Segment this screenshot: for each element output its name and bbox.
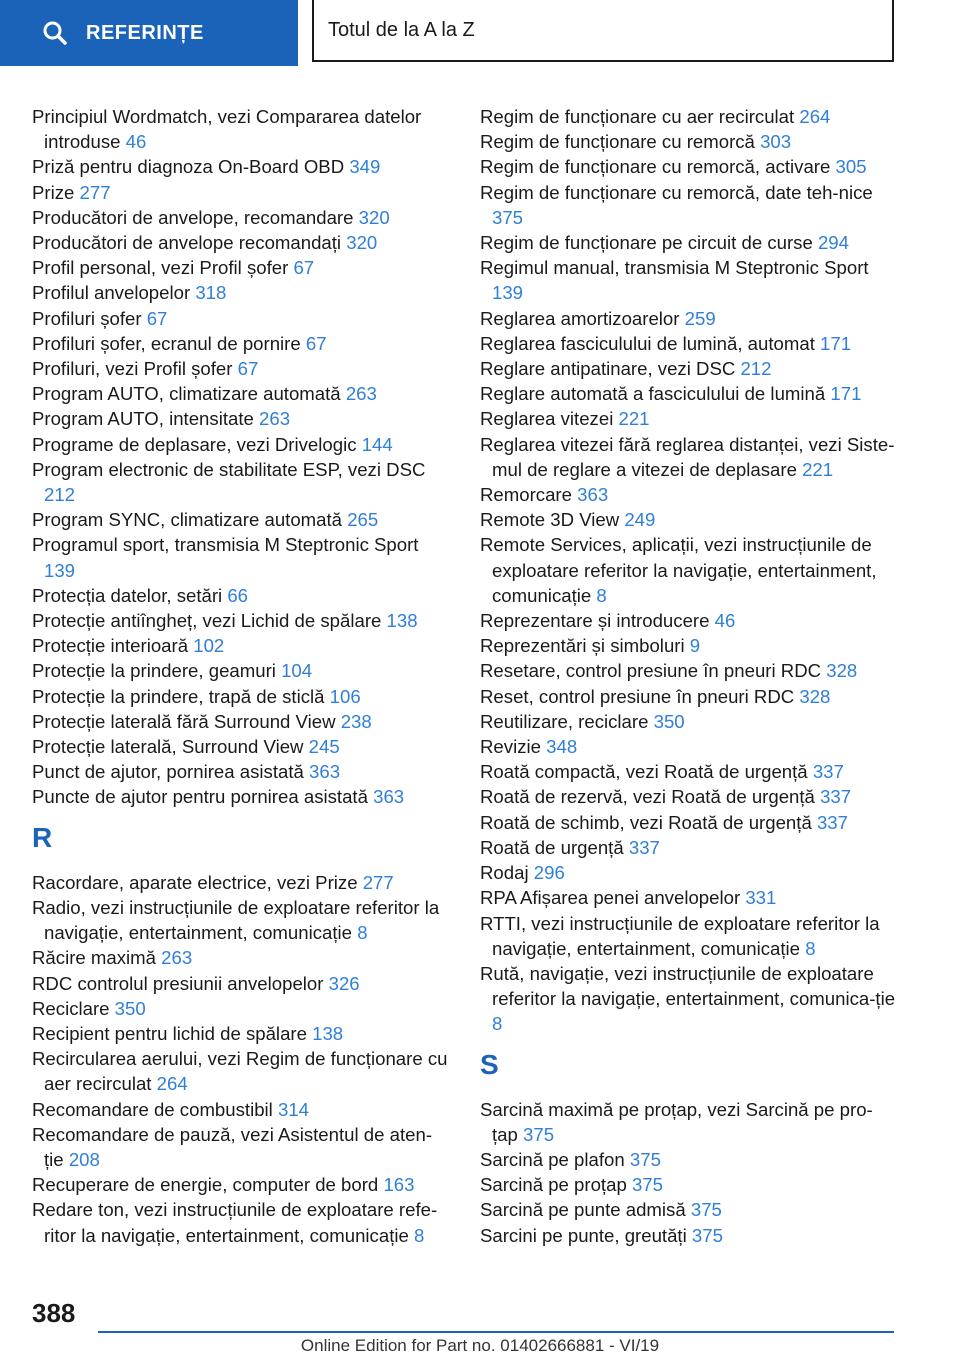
index-entry: [32, 971, 450, 996]
index-entry: [32, 583, 450, 608]
page-link[interactable]: 104: [281, 660, 313, 682]
page-link[interactable]: 305: [835, 156, 867, 178]
page-number: 388: [32, 1298, 76, 1328]
index-entry-text: Programul sport, transmisia M Steptronic Sport: [32, 534, 419, 556]
index-entry-text: RTTI, vezi instrucțiunile de exploatare referitor la navigație, entertainment, comunicație: [480, 912, 880, 959]
index-entry-text: Producători de anvelope recomandați: [32, 232, 342, 254]
index-entry: [480, 255, 898, 305]
index-entry: [480, 180, 898, 230]
index-entry-text: Protecție interioară: [32, 635, 189, 657]
index-entry: [32, 784, 450, 809]
page-link[interactable]: 337: [820, 786, 852, 808]
index-entry-text: Regim de funcționare cu remorcă: [480, 131, 755, 153]
page-link[interactable]: 171: [830, 383, 862, 405]
page-link[interactable]: 8: [805, 937, 816, 959]
index-entry-text: Protecție laterală, Surround View: [32, 736, 304, 758]
page-link[interactable]: 67: [305, 332, 327, 354]
index-entry-text: Sarcini pe punte, greutăți: [480, 1224, 687, 1246]
index-entry-text: RDC controlul presiunii anvelopelor: [32, 972, 324, 994]
index-entry-text: Reglare automată a fasciculului de lumină: [480, 383, 826, 405]
index-entry: [480, 1197, 898, 1222]
index-entry: [32, 180, 450, 205]
index-entry-text: Punct de ajutor, pornirea asistată: [32, 761, 304, 783]
page-link[interactable]: 259: [684, 307, 716, 329]
index-entry-text: Remote 3D View: [480, 509, 620, 531]
index-entry: [480, 532, 898, 608]
index-entry: [480, 860, 898, 885]
index-entry-text: Program SYNC, climatizare automată: [32, 509, 343, 531]
index-entry: [32, 1197, 450, 1247]
index-entry-text: Reprezentări și simboluri: [480, 635, 685, 657]
index-entry-text: Principiul Wordmatch, vezi Compararea datelor introduse: [32, 106, 422, 153]
index-entry: [32, 406, 450, 431]
tab-totul-de-la-a-la-z[interactable]: [312, 0, 894, 62]
index-entry: [480, 432, 898, 482]
page-link[interactable]: 375: [691, 1224, 723, 1246]
index-entry: [32, 684, 450, 709]
index-entry: [480, 911, 898, 961]
index-entry: [32, 633, 450, 658]
index-entry-text: Reglare antipatinare, vezi DSC: [480, 358, 736, 380]
index-entry: [32, 331, 450, 356]
index-entry: [32, 457, 450, 507]
section-letter: R: [32, 821, 53, 853]
index-entry: [480, 835, 898, 860]
page-link[interactable]: 320: [346, 232, 378, 254]
index-entry-text: Reglarea vitezei fără reglarea distanței, vezi Siste-mul de reglare a vitezei de deplasare: [480, 433, 895, 480]
page-link[interactable]: 8: [414, 1224, 425, 1246]
tab-totul-label: Totul de la A la Z: [328, 18, 475, 41]
index-entry-text: RPA Afișarea penei anvelopelor: [480, 887, 741, 909]
page-link[interactable]: 263: [161, 947, 193, 969]
page-link[interactable]: 375: [629, 1148, 661, 1170]
index-entry: [32, 759, 450, 784]
page-link[interactable]: 375: [492, 206, 524, 228]
page-link[interactable]: 212: [740, 358, 772, 380]
page-link[interactable]: 331: [745, 887, 777, 909]
page-link[interactable]: 263: [259, 408, 291, 430]
page-link[interactable]: 328: [799, 685, 831, 707]
page-link[interactable]: 350: [653, 710, 685, 732]
index-entry: [480, 306, 898, 331]
index-entry: [32, 104, 450, 154]
index-entry-text: Redare ton, vezi instrucțiunile de exploatare refe-ritor la navigație, entertainment, comunicație: [32, 1199, 438, 1246]
page-link[interactable]: 375: [523, 1123, 555, 1145]
index-entry-text: Rută, navigație, vezi instrucțiunile de exploatare referitor la navigație, entertainment, comunica-ție: [480, 962, 896, 1010]
index-entry-text: Recomandare de combustibil: [32, 1098, 273, 1120]
index-entry-text: Remote Services, aplicații, vezi instrucțiunile de exploatare referitor la navigație, entertainment, comunicație: [480, 534, 877, 606]
page-link[interactable]: 46: [125, 131, 147, 153]
index-column-left: [32, 104, 450, 1248]
page-link[interactable]: 46: [714, 610, 736, 632]
page-link[interactable]: 303: [760, 131, 792, 153]
page-link[interactable]: 375: [631, 1174, 663, 1196]
page-link[interactable]: 277: [362, 871, 394, 893]
index-entry-text: Recircularea aerului, vezi Regim de funcționare cu aer recirculat: [32, 1048, 448, 1095]
footer-divider: [98, 1331, 894, 1333]
index-entry-text: Profiluri, vezi Profil șofer: [32, 358, 233, 380]
index-entry: [32, 381, 450, 406]
tab-referinte[interactable]: [0, 0, 298, 66]
index-entry-text: Profil personal, vezi Profil șofer: [32, 257, 289, 279]
section-letter: S: [480, 1048, 499, 1080]
index-entry-text: Reglarea vitezei: [480, 408, 614, 430]
index-entry: [32, 734, 450, 759]
page-link[interactable]: 265: [347, 509, 379, 531]
index-entry-text: Protecție laterală fără Surround View: [32, 710, 336, 732]
index-entry: [480, 961, 898, 1037]
page-link[interactable]: 138: [386, 610, 418, 632]
index-entry-text: Reset, control presiune în pneuri RDC: [480, 685, 795, 707]
page-link[interactable]: 66: [227, 584, 249, 606]
index-entry: [480, 1147, 898, 1172]
index-entry: [480, 810, 898, 835]
index-entry-text: Roată compactă, vezi Roată de urgență: [480, 761, 808, 783]
page-link[interactable]: 67: [146, 307, 168, 329]
page-link[interactable]: 337: [812, 761, 844, 783]
index-entry: [480, 331, 898, 356]
index-entry: [32, 1046, 450, 1096]
index-entry-text: Profiluri șofer, ecranul de pornire: [32, 332, 301, 354]
index-entry-text: Reciclare: [32, 997, 110, 1019]
index-entry: [32, 205, 450, 230]
page-link[interactable]: 106: [329, 685, 361, 707]
page-link[interactable]: 102: [193, 635, 225, 657]
index-entry-text: Profilul anvelopelor: [32, 282, 191, 304]
page-link[interactable]: 8: [596, 584, 607, 606]
index-entry: [32, 1021, 450, 1046]
page-link[interactable]: 67: [293, 257, 315, 279]
index-entry: [480, 356, 898, 381]
index-entry-text: Priză pentru diagnoza On-Board OBD: [32, 156, 345, 178]
index-entry-text: Răcire maximă: [32, 947, 156, 969]
index-entry-text: Recipient pentru lichid de spălare: [32, 1022, 307, 1044]
index-entry-text: Recomandare de pauză, vezi Asistentul de aten-ție: [32, 1123, 433, 1170]
index-entry: [480, 406, 898, 431]
index-entry-text: Roată de rezervă, vezi Roată de urgență: [480, 786, 815, 808]
index-entry-text: Revizie: [480, 736, 541, 758]
index-entry-text: Protecția datelor, setări: [32, 584, 223, 606]
index-entry-text: Regimul manual, transmisia M Steptronic Sport: [480, 257, 869, 279]
page-link[interactable]: 320: [358, 206, 390, 228]
index-entry-text: Program AUTO, intensitate: [32, 408, 254, 430]
page-link[interactable]: 8: [357, 922, 368, 944]
index-entry: [480, 104, 898, 129]
page-link[interactable]: 318: [195, 282, 227, 304]
index-entry-text: Rodaj: [480, 862, 529, 884]
page-link[interactable]: 263: [345, 383, 377, 405]
page-link[interactable]: 171: [820, 332, 852, 354]
page-link[interactable]: 264: [156, 1073, 188, 1095]
page-link[interactable]: 139: [492, 282, 524, 304]
page-link[interactable]: 139: [44, 559, 76, 581]
page-link[interactable]: 337: [628, 836, 660, 858]
tab-referinte-label: REFERINȚE: [86, 21, 204, 44]
page-link[interactable]: 264: [799, 106, 831, 127]
index-entry-text: Regim de funcționare cu remorcă, date teh-nice: [480, 181, 873, 203]
index-entry-text: Regim de funcționare cu aer recirculat: [480, 106, 795, 127]
page-link[interactable]: 349: [349, 156, 381, 178]
index-entry-text: Roată de urgență: [480, 836, 624, 858]
index-entry-text: Producători de anvelope, recomandare: [32, 206, 354, 228]
index-entry: [480, 709, 898, 734]
index-entry-text: Programe de deplasare, vezi Drivelogic: [32, 433, 357, 455]
page-link[interactable]: 8: [492, 1013, 503, 1035]
page-link[interactable]: 238: [340, 710, 372, 732]
page-link[interactable]: 249: [624, 509, 656, 531]
index-entry-text: Sarcină maximă pe proțap, vezi Sarcină pe pro-țap: [480, 1098, 873, 1145]
page-link[interactable]: 221: [618, 408, 650, 430]
index-entry: [32, 230, 450, 255]
index-entry-text: Roată de schimb, vezi Roată de urgență: [480, 811, 812, 833]
index-entry: [480, 1172, 898, 1197]
index-entry: [32, 945, 450, 970]
index-entry-text: Resetare, control presiune în pneuri RDC: [480, 660, 822, 682]
index-entry: [32, 280, 450, 305]
search-icon: [42, 20, 68, 46]
index-entry-text: Program electronic de stabilitate ESP, vezi DSC: [32, 458, 426, 480]
page-link[interactable]: 212: [44, 484, 76, 506]
index-entry: [32, 432, 450, 457]
page-link[interactable]: 163: [383, 1174, 415, 1196]
page-link[interactable]: 245: [308, 736, 340, 758]
index-entry-text: Sarcină pe plafon: [480, 1148, 625, 1170]
page-link[interactable]: 221: [802, 458, 834, 480]
index-entry: [480, 230, 898, 255]
index-entry-text: Reglarea fasciculului de lumină, automat: [480, 332, 815, 354]
index-entry-text: Sarcină pe proțap: [480, 1174, 627, 1196]
index-entry: [480, 1223, 898, 1248]
index-entry: [32, 507, 450, 532]
page-link[interactable]: 144: [361, 433, 393, 455]
index-entry: [480, 129, 898, 154]
index-entry-text: Reglarea amortizoarelor: [480, 307, 680, 329]
index-entry: [32, 895, 450, 945]
index-entry-text: Racordare, aparate electrice, vezi Prize: [32, 871, 358, 893]
index-entry-text: Radio, vezi instrucțiunile de exploatare referitor la navigație, entertainment, comunicație: [32, 896, 440, 944]
index-entry: [480, 759, 898, 784]
index-entry: [32, 1172, 450, 1197]
index-entry: [480, 684, 898, 709]
index-entry: [480, 885, 898, 910]
index-entry: [32, 154, 450, 179]
page-link[interactable]: 363: [373, 786, 405, 808]
index-entry: [32, 1122, 450, 1172]
index-entry-text: Reprezentare și introducere: [480, 610, 710, 632]
page-link[interactable]: 375: [690, 1199, 722, 1221]
index-entry: [32, 870, 450, 895]
index-entry-text: Profiluri șofer: [32, 307, 142, 329]
index-entry-text: Puncte de ajutor pentru pornirea asistată: [32, 786, 368, 808]
page-link[interactable]: 348: [546, 736, 578, 758]
index-column-right: [480, 104, 898, 1248]
index-entry: [32, 996, 450, 1021]
index-entry-text: Remorcare: [480, 484, 572, 506]
index-entry: [480, 608, 898, 633]
header: [0, 0, 960, 66]
index-entry: [480, 658, 898, 683]
index-entry: [480, 381, 898, 406]
page-link[interactable]: 328: [826, 660, 858, 682]
index-entry-text: Protecție la prindere, geamuri: [32, 660, 276, 682]
page-link[interactable]: 277: [79, 181, 111, 203]
page-link[interactable]: 350: [114, 997, 146, 1019]
index-entry: [32, 255, 450, 280]
index-entry-text: Reutilizare, reciclare: [480, 710, 649, 732]
index-entry-text: Prize: [32, 181, 75, 203]
index-entry-text: Sarcină pe punte admisă: [480, 1199, 686, 1221]
index-entry: [480, 507, 898, 532]
index-entry-text: Recuperare de energie, computer de bord: [32, 1174, 379, 1196]
page-link[interactable]: 208: [68, 1148, 100, 1170]
index-entry-text: Regim de funcționare pe circuit de curse: [480, 232, 813, 254]
index-entry: [480, 784, 898, 809]
page-link[interactable]: 294: [817, 232, 849, 254]
index-entry: [480, 633, 898, 658]
index-entry: [480, 482, 898, 507]
page-link[interactable]: 326: [328, 972, 360, 994]
index-entry-text: Program AUTO, climatizare automată: [32, 383, 341, 405]
page-link[interactable]: 337: [816, 811, 848, 833]
page-link[interactable]: 9: [689, 635, 701, 657]
index-entry: [32, 1097, 450, 1122]
index-entry: [32, 709, 450, 734]
index-entry: [32, 608, 450, 633]
index-entry: [32, 306, 450, 331]
page-link[interactable]: 67: [237, 358, 259, 380]
index-entry-text: Regim de funcționare cu remorcă, activare: [480, 156, 831, 178]
index-entry: [32, 532, 450, 582]
index-entry-text: Protecție la prindere, trapă de sticlă: [32, 685, 325, 707]
page-link[interactable]: 363: [309, 761, 341, 783]
page-link[interactable]: 296: [533, 862, 565, 884]
page-link[interactable]: 138: [312, 1022, 344, 1044]
index-entry: [480, 734, 898, 759]
index-entry-text: Protecție antiîngheț, vezi Lichid de spălare: [32, 610, 382, 632]
footer-edition-text: Online Edition for Part no. 01402666881 - VI/19: [300, 1336, 660, 1355]
index-entry: [32, 658, 450, 683]
index-entry: [480, 154, 898, 179]
index-entry: [32, 356, 450, 381]
page-link[interactable]: 363: [577, 484, 609, 506]
page-link[interactable]: 314: [277, 1098, 310, 1120]
index-entry: [480, 1097, 898, 1147]
